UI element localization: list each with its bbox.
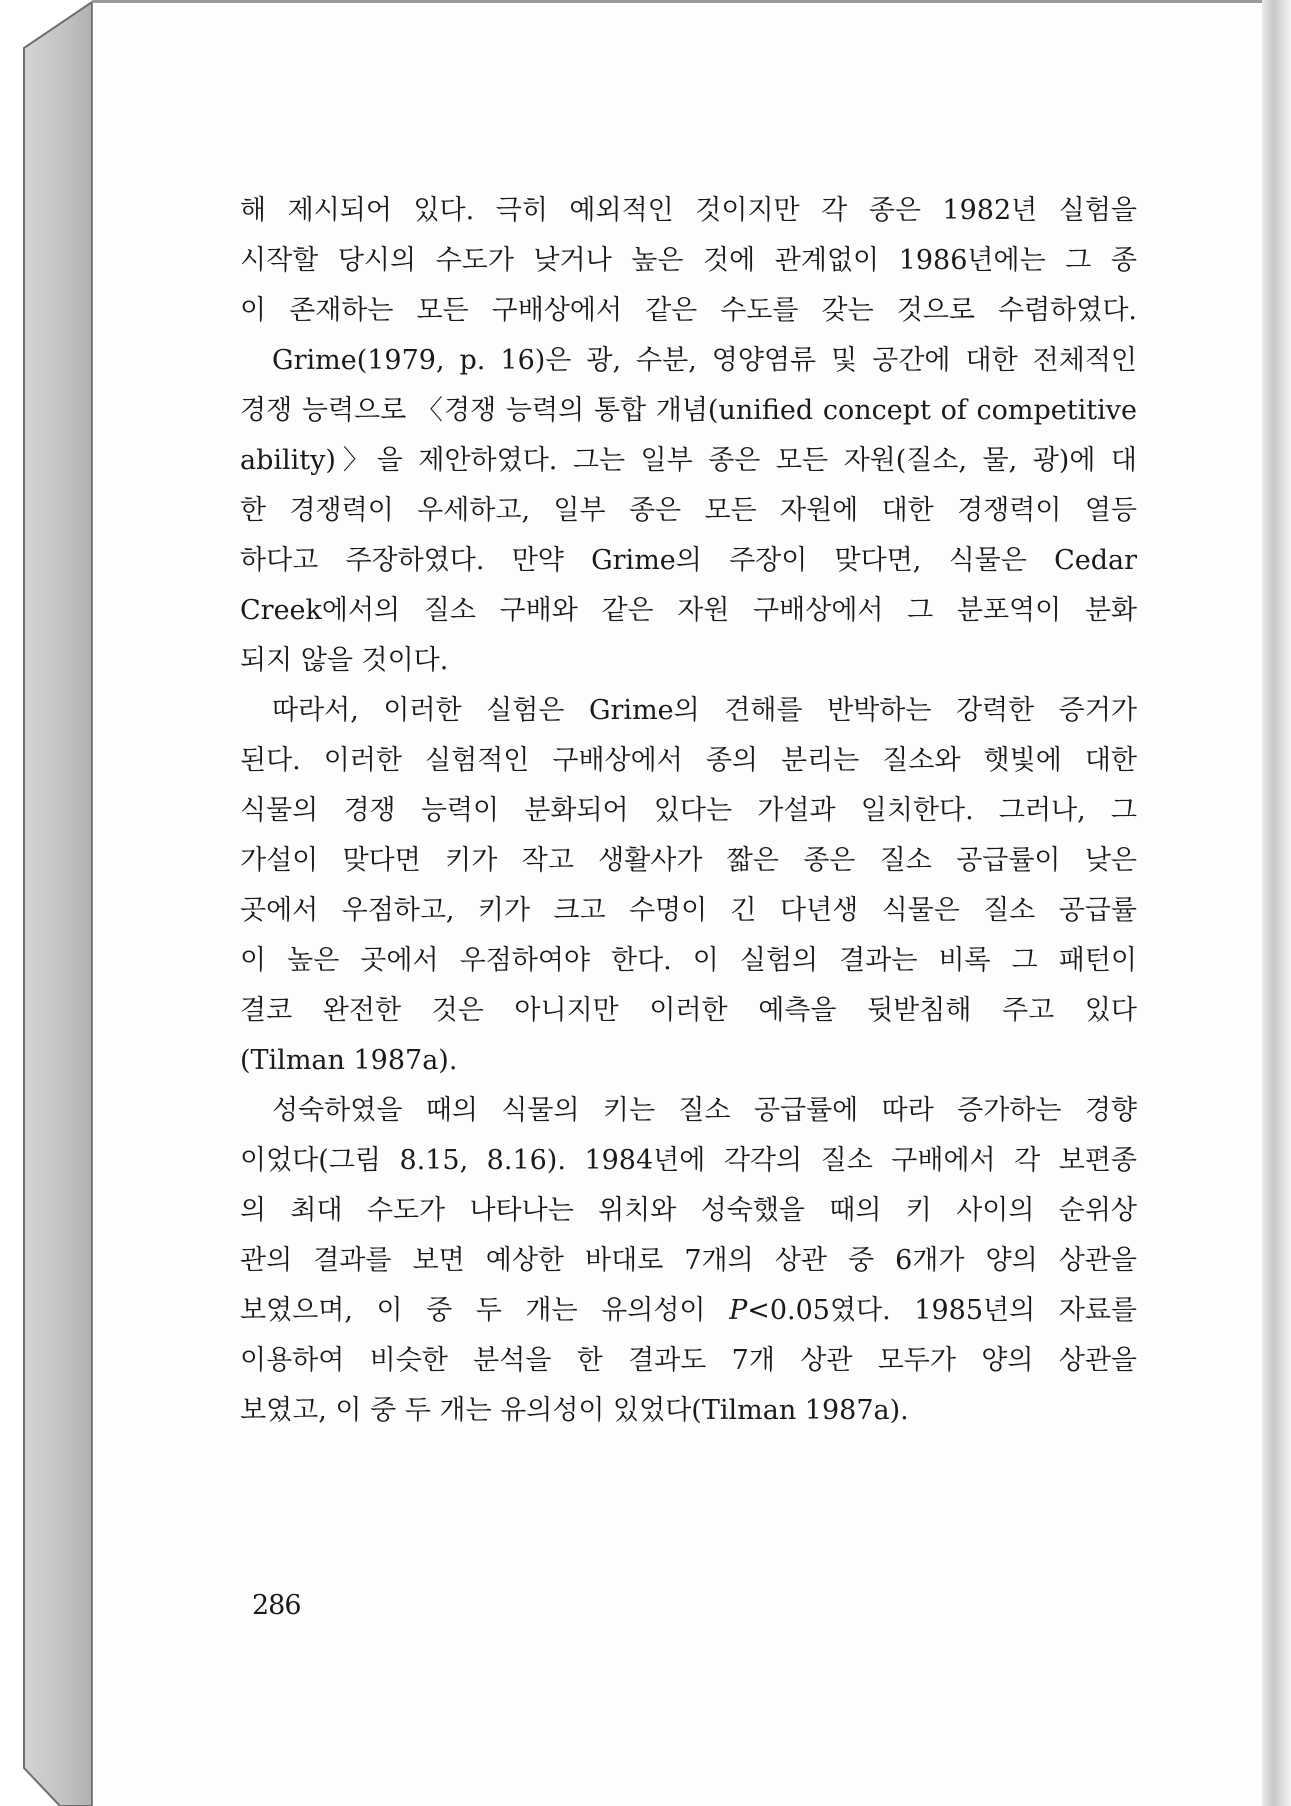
paragraph bbox=[240, 186, 1137, 336]
text-line: 이용하여 비슷한 분석을 한 결과도 7개 상관 모두가 양의 상관을 bbox=[240, 1345, 1137, 1376]
text-line: 되지 않을 것이다. bbox=[240, 645, 449, 676]
text-line: 하다고 주장하였다. 만약 Grime의 주장이 맞다면, 식물은 Cedar bbox=[240, 545, 1137, 576]
body-text bbox=[240, 186, 1137, 1436]
text-line: 해 제시되어 있다. 극히 예외적인 것이지만 각 종은 1982년 실험을 bbox=[240, 195, 1137, 226]
book-spine bbox=[0, 0, 100, 1806]
p-value-symbol: P bbox=[729, 1295, 748, 1326]
text-segment: 보였으며, 이 중 두 개는 유의성이 bbox=[240, 1295, 730, 1326]
text-segment: <0.05였다. 1985년의 자료를 bbox=[747, 1295, 1137, 1326]
text-line: 이 존재하는 모든 구배상에서 같은 수도를 갖는 것으로 수렴하였다. bbox=[240, 295, 1137, 326]
text-line: 따라서, 이러한 실험은 Grime의 견해를 반박하는 강력한 증거가 bbox=[272, 695, 1137, 726]
page-right-shadow bbox=[1262, 0, 1291, 1806]
text-line: Grime(1979, p. 16)은 광, 수분, 영양염류 및 공간에 대한 전체적인 bbox=[272, 345, 1137, 376]
text-line: 성숙하였을 때의 식물의 키는 질소 공급률에 따라 증가하는 경향 bbox=[272, 1095, 1137, 1126]
text-line bbox=[240, 1286, 1137, 1336]
text-line: (Tilman 1987a). bbox=[240, 1045, 458, 1076]
text-line: 결코 완전한 것은 아니지만 이러한 예측을 뒷받침해 주고 있다 bbox=[240, 995, 1137, 1026]
text-line: 이 높은 곳에서 우점하여야 한다. 이 실험의 결과는 비록 그 패턴이 bbox=[240, 945, 1137, 976]
paragraph bbox=[240, 686, 1137, 1086]
paragraph bbox=[240, 336, 1137, 686]
text-line: 이었다(그림 8.15, 8.16). 1984년에 각각의 질소 구배에서 각 보편종 bbox=[240, 1145, 1137, 1176]
page-number: 286 bbox=[252, 1590, 301, 1621]
text-line: Creek에서의 질소 구배와 같은 자원 구배상에서 그 분포역이 분화 bbox=[240, 595, 1137, 626]
text-line: 식물의 경쟁 능력이 분화되어 있다는 가설과 일치한다. 그러나, 그 bbox=[240, 795, 1137, 826]
text-line: 곳에서 우점하고, 키가 크고 수명이 긴 다년생 식물은 질소 공급률 bbox=[240, 895, 1137, 926]
page-top-edge bbox=[92, 0, 1272, 3]
text-line: 가설이 맞다면 키가 작고 생활사가 짧은 종은 질소 공급률이 낮은 bbox=[240, 845, 1137, 876]
text-line: 된다. 이러한 실험적인 구배상에서 종의 분리는 질소와 햇빛에 대한 bbox=[240, 745, 1137, 776]
text-line: 한 경쟁력이 우세하고, 일부 종은 모든 자원에 대한 경쟁력이 열등 bbox=[240, 495, 1137, 526]
text-line: 보였고, 이 중 두 개는 유의성이 있었다(Tilman 1987a). bbox=[240, 1395, 909, 1426]
text-line: 시작할 당시의 수도가 낮거나 높은 것에 관계없이 1986년에는 그 종 bbox=[240, 245, 1137, 276]
text-line: 의 최대 수도가 나타나는 위치와 성숙했을 때의 키 사이의 순위상 bbox=[240, 1195, 1137, 1226]
text-line: 경쟁 능력으로 〈경쟁 능력의 통합 개념(unified concept of competitive bbox=[240, 395, 1137, 426]
text-line: ability)〉을 제안하였다. 그는 일부 종은 모든 자원(질소, 물, 광)에 대 bbox=[240, 445, 1137, 476]
paragraph bbox=[240, 1086, 1137, 1436]
text-line: 관의 결과를 보면 예상한 바대로 7개의 상관 중 6개가 양의 상관을 bbox=[240, 1245, 1137, 1276]
